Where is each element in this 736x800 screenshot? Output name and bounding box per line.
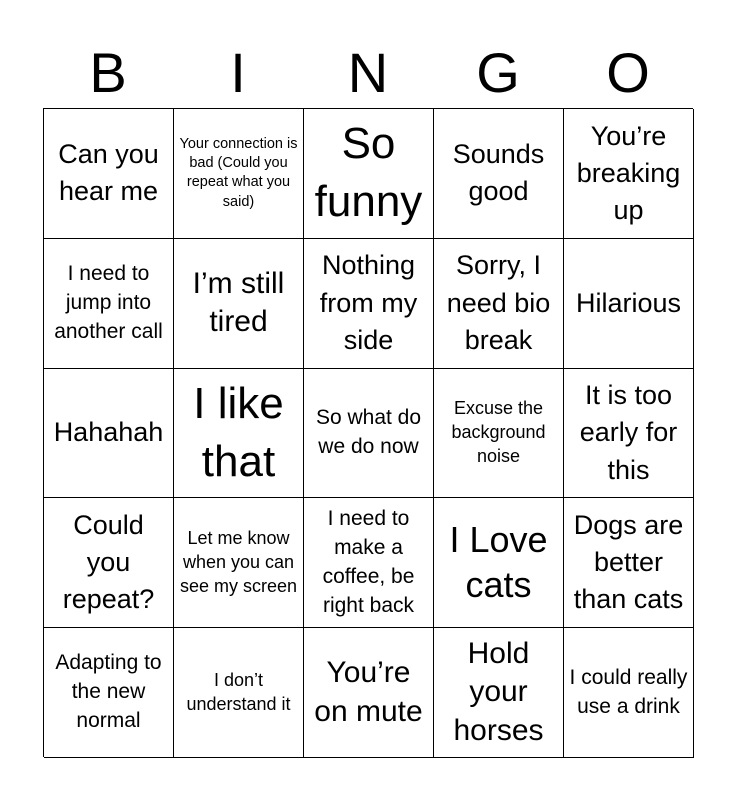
cell-text: I need to make a coffee, be right back bbox=[322, 506, 415, 617]
cell-text: It is too early for this bbox=[579, 380, 678, 485]
bingo-cell[interactable] bbox=[304, 628, 434, 758]
bingo-cell[interactable] bbox=[304, 239, 434, 369]
bingo-cell[interactable] bbox=[304, 498, 434, 628]
cell-text: Can you hear me bbox=[58, 139, 159, 207]
cell-text: Hilarious bbox=[575, 287, 682, 318]
bingo-cell[interactable] bbox=[564, 369, 694, 499]
bingo-cell[interactable] bbox=[304, 369, 434, 499]
cell-text: You’re breaking up bbox=[576, 120, 681, 226]
cell-text: I need to jump into another call bbox=[54, 261, 163, 343]
cell-text: Hold your horses bbox=[453, 637, 544, 747]
bingo-cell[interactable] bbox=[564, 628, 694, 758]
bingo-cell[interactable] bbox=[564, 239, 694, 369]
cell-text: Let me know when you can see my screen bbox=[179, 527, 298, 596]
header-letter-n: N bbox=[347, 41, 389, 104]
bingo-cell[interactable] bbox=[304, 109, 434, 239]
bingo-cell[interactable] bbox=[434, 369, 564, 499]
bingo-cell[interactable] bbox=[434, 498, 564, 628]
bingo-cell[interactable] bbox=[174, 628, 304, 758]
bingo-cell[interactable] bbox=[434, 109, 564, 239]
bingo-cell[interactable] bbox=[44, 369, 174, 499]
header-letter-g: G bbox=[476, 41, 520, 104]
header-letter-b: B bbox=[89, 41, 127, 104]
cell-text: I don’t understand it bbox=[186, 669, 291, 714]
bingo-grid bbox=[43, 108, 693, 757]
bingo-cell[interactable] bbox=[44, 498, 174, 628]
cell-text: Excuse the background noise bbox=[451, 398, 546, 466]
cell-text: I like that bbox=[193, 378, 284, 486]
cell-text: So what do we do now bbox=[315, 406, 422, 458]
cell-text: I Love cats bbox=[449, 519, 548, 605]
cell-text: You’re on mute bbox=[314, 656, 423, 728]
cell-text: I’m still tired bbox=[192, 266, 285, 339]
cell-text: Could you repeat? bbox=[62, 509, 155, 615]
bingo-cell[interactable] bbox=[564, 109, 694, 239]
cell-text: Nothing from my side bbox=[319, 250, 418, 355]
cell-text: Dogs are better than cats bbox=[573, 509, 684, 615]
bingo-cell[interactable] bbox=[44, 239, 174, 369]
bingo-cell[interactable] bbox=[44, 628, 174, 758]
bingo-cell[interactable] bbox=[174, 109, 304, 239]
cell-text: Adapting to the new normal bbox=[55, 651, 162, 733]
cell-text: Your connection is bad (Could you repeat what you said) bbox=[179, 136, 298, 210]
bingo-cell[interactable] bbox=[174, 239, 304, 369]
bingo-cell[interactable] bbox=[434, 628, 564, 758]
bingo-cell[interactable] bbox=[434, 239, 564, 369]
bingo-cell[interactable] bbox=[44, 109, 174, 239]
cell-text: So funny bbox=[314, 119, 423, 227]
bingo-header bbox=[43, 38, 693, 108]
bingo-cell[interactable] bbox=[174, 498, 304, 628]
bingo-cell[interactable] bbox=[564, 498, 694, 628]
cell-text: Sounds good bbox=[452, 139, 545, 207]
cell-text: Hahahah bbox=[53, 417, 164, 448]
cell-text: I could really use a drink bbox=[569, 665, 688, 718]
cell-text: Sorry, I need bio break bbox=[446, 250, 551, 355]
header-letter-o: O bbox=[606, 41, 650, 104]
bingo-cell[interactable] bbox=[174, 369, 304, 499]
header-letter-i: I bbox=[230, 41, 246, 104]
